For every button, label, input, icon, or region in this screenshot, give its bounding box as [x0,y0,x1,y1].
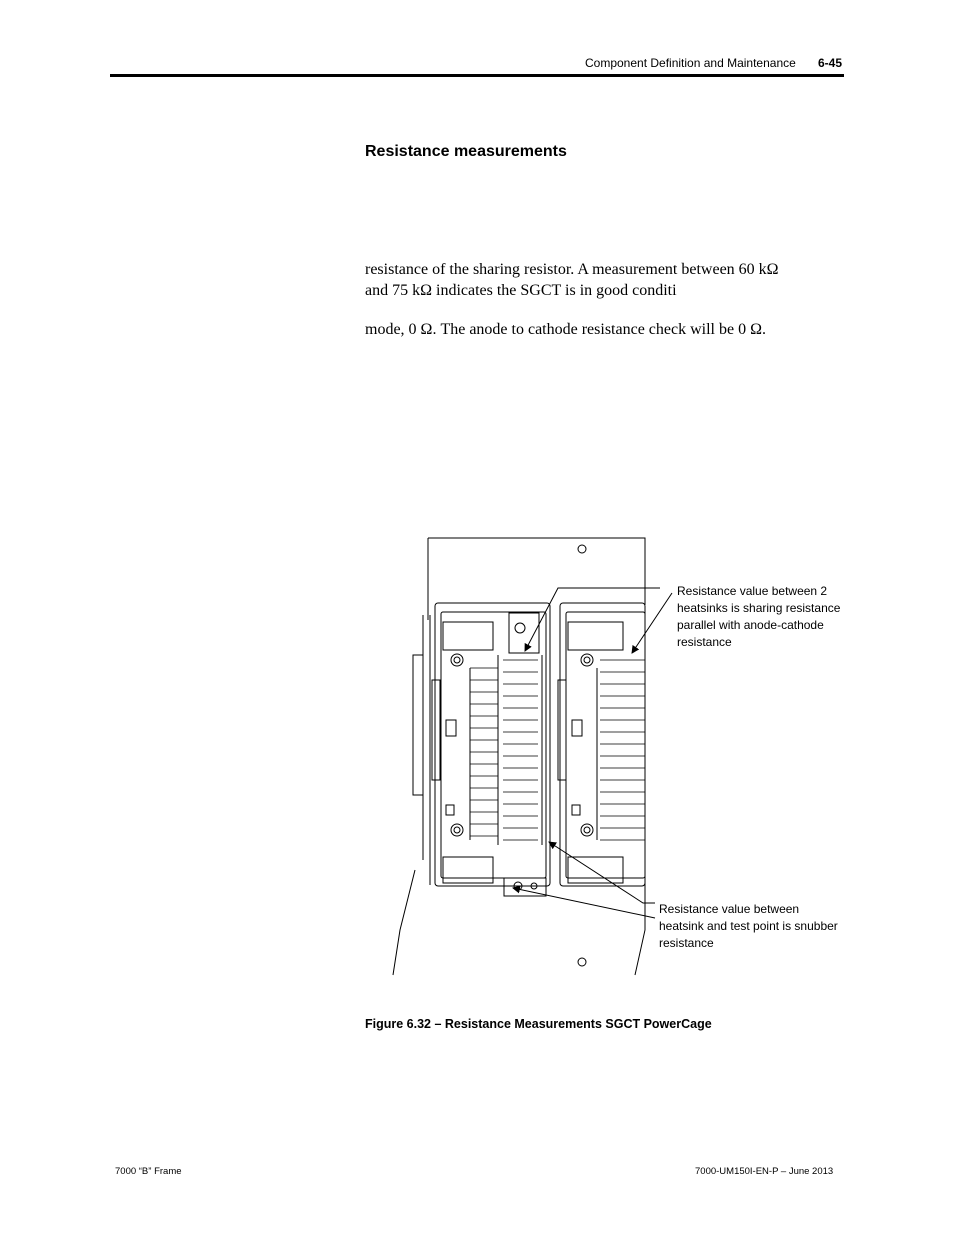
body-line-1: resistance of the sharing resistor. A measurement between 60 kΩ [365,261,779,278]
body-line-2: and 75 kΩ indicates the SGCT is in good conditi [365,282,677,299]
page-number: 6-45 [818,56,843,70]
footer-left: 7000 “B” Frame [115,1166,182,1177]
figure-caption: Figure 6.32 – Resistance Measurements SGCT PowerCage [365,1017,712,1031]
body-line-3: mode, 0 Ω. The anode to cathode resistance check will be 0 Ω. [365,321,766,338]
running-header-title: Component Definition and Maintenance [585,56,796,70]
callout-sharing-resistance: Resistance value between 2 heatsinks is sharing resistance parallel with anode-cathode resistance [677,584,841,649]
callout-snubber-resistance: Resistance value between heatsink and test point is snubber resistance [659,902,838,950]
section-heading: Resistance measurements [365,143,567,160]
footer-right: 7000-UM150I-EN-P – June 2013 [695,1166,834,1177]
